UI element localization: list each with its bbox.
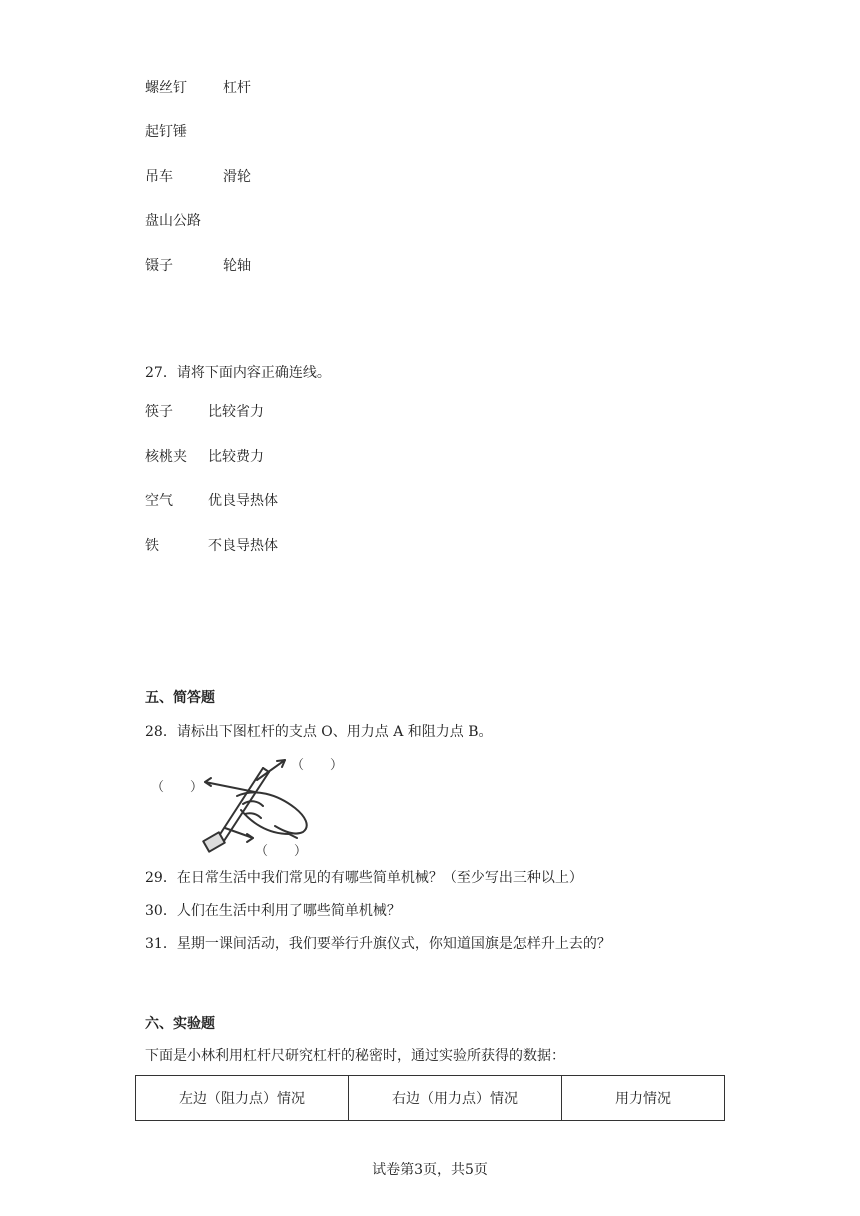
- q26-item-right-3: 滑轮: [223, 169, 251, 185]
- q29-text: 29．在日常生活中我们常见的有哪些简单机械？（至少写出三种以上）: [145, 870, 583, 886]
- figure-blank-top: （ ）: [291, 758, 344, 773]
- experiment-intro: 下面是小林利用杠杆尺研究杠杆的秘密时，通过实验所获得的数据：: [145, 1048, 565, 1064]
- table-header-cell: 左边（阻力点）情况: [136, 1076, 349, 1121]
- experiment-table: [135, 1075, 725, 1121]
- q27-title: 27．请将下面内容正确连线。: [145, 365, 331, 381]
- q27-item-left-3: 空气: [145, 493, 173, 509]
- q27-item-left-2: 核桃夹: [145, 449, 187, 465]
- q28-text: 28．请标出下图杠杆的支点 O、用力点 A 和阻力点 B。: [145, 724, 493, 740]
- q26-item-left-4: 盘山公路: [145, 213, 201, 229]
- table-header-cell: 用力情况: [562, 1076, 725, 1121]
- q27-item-right-1: 比较省力: [208, 404, 264, 420]
- q26-item-left-5: 镊子: [145, 258, 173, 274]
- q26-item-left-3: 吊车: [145, 169, 173, 185]
- q27-item-left-4: 铁: [145, 538, 159, 554]
- q27-item-right-2: 比较费力: [208, 449, 264, 465]
- q26-item-right-5: 轮轴: [223, 258, 251, 274]
- table-header-cell: 右边（用力点）情况: [349, 1076, 562, 1121]
- page-footer: 试卷第3页，共5页: [372, 1162, 488, 1178]
- figure-blank-bottom: （ ）: [255, 844, 308, 859]
- q31-text: 31．星期一课间活动，我们要举行升旗仪式，你知道国旗是怎样升上去的？: [145, 936, 611, 952]
- figure-blank-left: （ ）: [151, 780, 204, 795]
- q30-text: 30．人们在生活中利用了哪些简单机械？: [145, 903, 401, 919]
- table-header-row: [136, 1076, 725, 1121]
- q26-item-right-1: 杠杆: [223, 80, 251, 96]
- q26-item-left-1: 螺丝钉: [145, 80, 187, 96]
- q27-item-left-1: 筷子: [145, 404, 173, 420]
- q27-item-right-4: 不良导热体: [208, 538, 278, 554]
- q26-item-left-2: 起钉锤: [145, 124, 187, 140]
- section-heading-experiment: 六、实验题: [145, 1016, 215, 1032]
- lever-figure: [145, 752, 345, 860]
- q27-item-right-3: 优良导热体: [208, 493, 278, 509]
- section-heading-short-answer: 五、简答题: [145, 690, 215, 706]
